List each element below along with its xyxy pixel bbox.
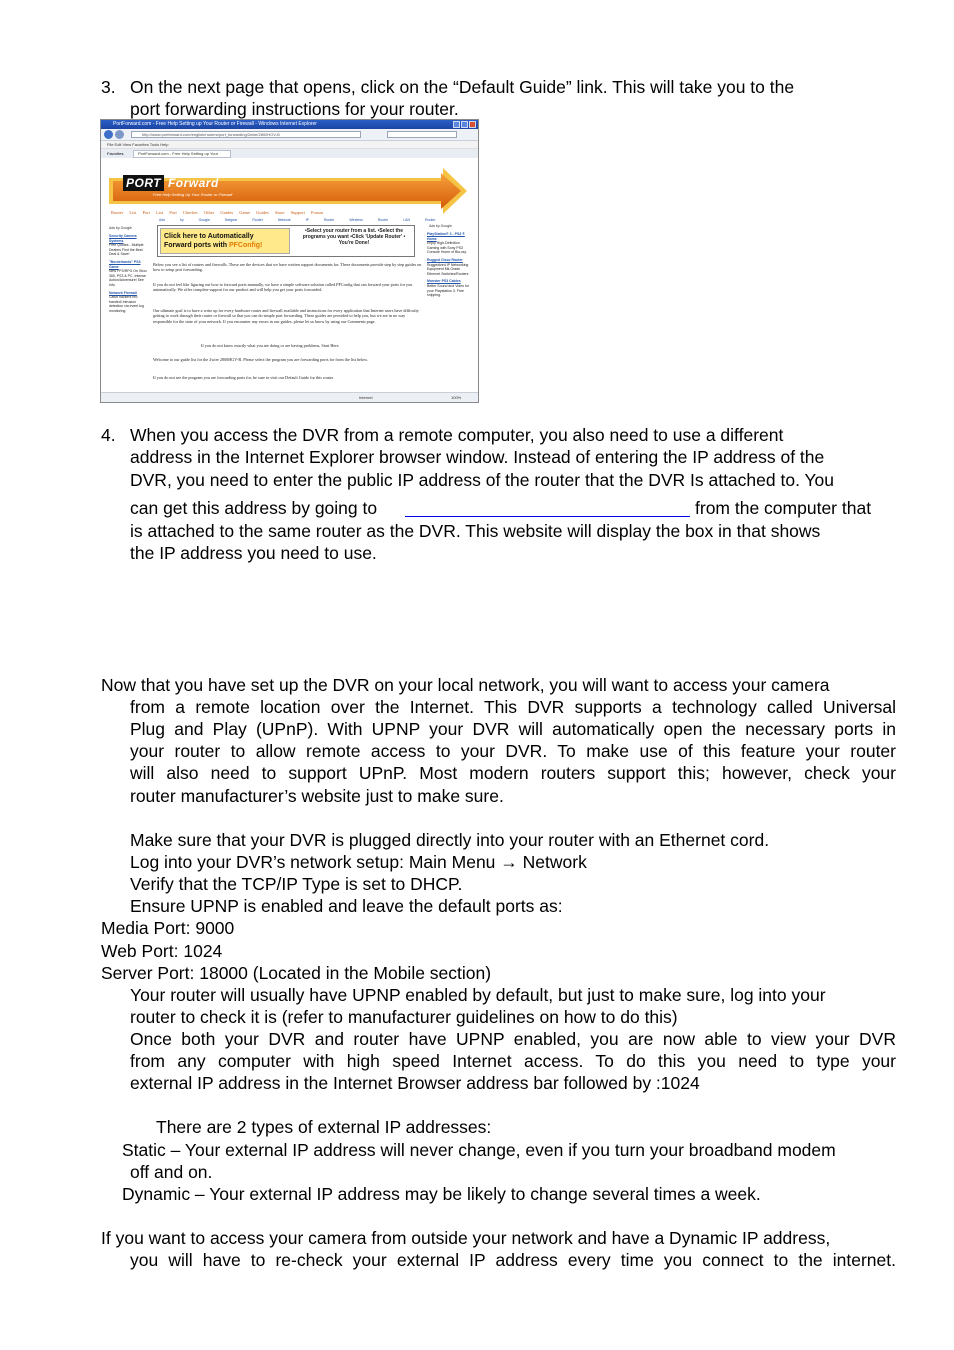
right-ad: PlayStation® 3 - PS3 ® Home Enjoy High-Definition Gaming with Sony PS3 Console Home of Blu-ray. xyxy=(427,232,467,255)
back-icon xyxy=(104,130,113,139)
browser-window-title: PortForward.com - Free Help Setting up Your Router or Firewall - Windows Internet Explorer xyxy=(113,121,317,127)
upnp-step: Once both your DVR and router have UPNP enabled, you are now able to view your DVR xyxy=(130,1029,896,1049)
closing-text: If you want to access your camera from outside your network and have a Dynamic IP address, xyxy=(101,1228,831,1248)
step-4-text: address in the Internet Explorer browser window. Instead of entering the IP address of the xyxy=(130,447,825,467)
upnp-step: Make sure that your DVR is plugged directly into your router with an Ethernet cord. xyxy=(130,830,770,850)
pfconfig-banner xyxy=(157,225,415,257)
pfconfig-button: Click here to Automatically Forward ports with PFConfig! xyxy=(160,228,290,254)
forward-icon xyxy=(115,130,124,139)
web-port: Web Port: 1024 xyxy=(101,941,223,961)
closing-text-cont: you will have to re-check your external IP address every time you connect to the internet. xyxy=(130,1250,896,1270)
dynamic-ip-text: Dynamic – Your external IP address may be likely to change several times a week. xyxy=(122,1184,761,1204)
browser-address-row xyxy=(101,129,478,141)
browser-status-bar xyxy=(101,392,478,402)
ip-types-heading: There are 2 types of external IP addresses: xyxy=(156,1117,492,1137)
web-page xyxy=(101,158,478,393)
left-ad: Security Camera Systems Free Quotes - Multiple Dealers Find the Best Deal & Save! xyxy=(109,234,144,257)
address-bar: http://www.portforward.com/english/routers/port_forwarding/2wire/2800HGV-B xyxy=(131,131,361,138)
favorites-label: Favorites xyxy=(107,151,124,156)
close-icon xyxy=(469,121,476,128)
pfconfig-steps: •Select your router from a list. •Select the programs you want •Click 'Update Router' • You're Done! xyxy=(302,228,406,246)
upnp-step: Your router will usually have UPNP enabled by default, but just to make sure, log into your xyxy=(130,985,826,1005)
page-paragraph: If you do not feel like figuring out how to forward ports manually, we have a simple software solution called PFConfig that can forward your ports for you automatically. We offer complete support for our product and will help you get your ports forwarded. xyxy=(153,282,413,293)
upnp-step: from any computer with high speed Internet access. To do this you need to type your xyxy=(130,1051,896,1071)
step-4-text: When you access the DVR from a remote computer, you also need to use a different xyxy=(130,425,784,445)
step-4-text: from the computer that xyxy=(695,498,872,518)
step-3-text: On the next page that opens, click on the “Default Guide” link. This will take you to the xyxy=(130,77,795,97)
static-ip-text: Static – Your external IP address will never change, even if you turn your broadband modem xyxy=(122,1140,836,1160)
upnp-intro-first-line: Now that you have set up the DVR on your local network, you will want to access your camera xyxy=(101,675,830,695)
server-port: Server Port: 18000 (Located in the Mobile section) xyxy=(101,963,492,983)
page-paragraph: If you do not know exactly what you are doing or are having problems, Start Here. xyxy=(201,343,340,348)
ip-lookup-link[interactable] xyxy=(405,516,690,517)
right-ad: Monster PS3 Cables Better Sound and Video for your Playstation 3. Free shipping. xyxy=(427,279,470,298)
browser-tab: PortForward.com - Free Help Setting up Your xyxy=(133,150,231,158)
page-paragraph: Welcome to our guide list for the 2wire 2800HGV-B. Please select the program you are forwarding ports for from the list below. xyxy=(153,357,368,362)
ads-by-google-right: Ads by Google xyxy=(429,224,452,228)
right-ad-column xyxy=(427,232,471,298)
upnp-step: Log into your DVR’s network setup: Main Menu → Network xyxy=(130,852,587,872)
upnp-step: router to check it is (refer to manufacturer guidelines on how to do this) xyxy=(130,1007,678,1027)
left-ad: Network Firewall Catch hackers red handed! Intrusion detection via event log monitoring. xyxy=(109,290,144,313)
site-sub-nav: Ads by Google Netgear Router Network IP Router Wireless Router LAN Router xyxy=(159,218,436,222)
upnp-intro-line: router manufacturer’s website just to make sure. xyxy=(130,786,504,806)
logo-tagline: Free Help Setting Up Your Router or Firewall xyxy=(153,192,233,197)
step-3-text-cont: port forwarding instructions for your router. xyxy=(130,99,459,119)
left-ad: "Borderlands" PS3 Game New FPS/RPG On Xbox 360, PS3 & PC. Intense Action/Adventure! See Info xyxy=(109,259,147,287)
portforward-logo: PORT Forward xyxy=(123,176,219,190)
status-internet-zone: Internet xyxy=(359,395,373,400)
upnp-intro-line: from a remote location over the Internet. This DVR supports a technology called Universal xyxy=(130,697,896,717)
upnp-intro-line: will also need to support UPnP. Most modern routers support this; however, check your xyxy=(130,763,896,783)
right-ad: Rugged Cisco Router Ruggedized IP Networking Equipment Mil-Grade Ethernet Switches/Routers xyxy=(427,257,469,276)
portforward-banner xyxy=(107,166,469,216)
site-top-nav: Router List Port List Port Checker Other Guides Game Guides Store Support Forum xyxy=(111,210,323,215)
maximize-icon xyxy=(461,121,468,128)
page-paragraph: Our ultimate goal is to have a write up for every hardware router and firewall available and instructions for every application that Internet users have difficulty getting to work through their router or firewall so that you can do simple port forwarding. These guides are provided to help you, but we are in no way responsible for the state of your network. If you encounter any errors in our guides, please let us know by using our Comments page. xyxy=(153,308,419,324)
upnp-intro-line: Plug and Play (UPnP). With UPNP your DVR will automatically open the necessary ports in xyxy=(130,719,896,739)
media-port: Media Port: 9000 xyxy=(101,918,235,938)
browser-menu-bar: File Edit View Favorites Tools Help xyxy=(101,141,478,149)
minimize-icon xyxy=(453,121,460,128)
step-4-text: is attached to the same router as the DVR. This website will display the box in that shows xyxy=(130,521,821,541)
upnp-step: Ensure UPNP is enabled and leave the default ports as: xyxy=(130,896,563,916)
ads-by-google-left: Ads by Google xyxy=(109,226,132,230)
status-zoom: 100% xyxy=(451,395,462,400)
portforward-screenshot xyxy=(100,119,479,403)
upnp-step: Verify that the TCP/IP Type is set to DHCP. xyxy=(130,874,463,894)
step-4-text: can get this address by going to xyxy=(130,498,378,518)
static-ip-text-cont: off and on. xyxy=(130,1162,213,1182)
step-4-text: the IP address you need to use. xyxy=(130,543,377,563)
page-paragraph: If you do not see the program you are forwarding ports for, be sure to visit our Default Guide for this router. xyxy=(153,375,334,380)
upnp-step: external IP address in the Internet Browser address bar followed by :1024 xyxy=(130,1073,700,1093)
upnp-intro-line: your router to allow remote access to your DVR. To make use of this feature your router xyxy=(130,741,896,761)
step-4-text: DVR, you need to enter the public IP address of the router that the DVR Is attached to. You xyxy=(130,470,835,490)
step-4-number: 4. xyxy=(101,425,116,445)
page-paragraph: Below you see a list of routers and firewalls. These are the devices that we have written support documents for. These documents provide step by step guides on how to setup port forwarding. xyxy=(153,262,422,273)
left-ad-column xyxy=(109,234,149,314)
search-box xyxy=(387,131,457,138)
step-3-number: 3. xyxy=(101,77,116,97)
browser-title-bar xyxy=(101,120,478,129)
